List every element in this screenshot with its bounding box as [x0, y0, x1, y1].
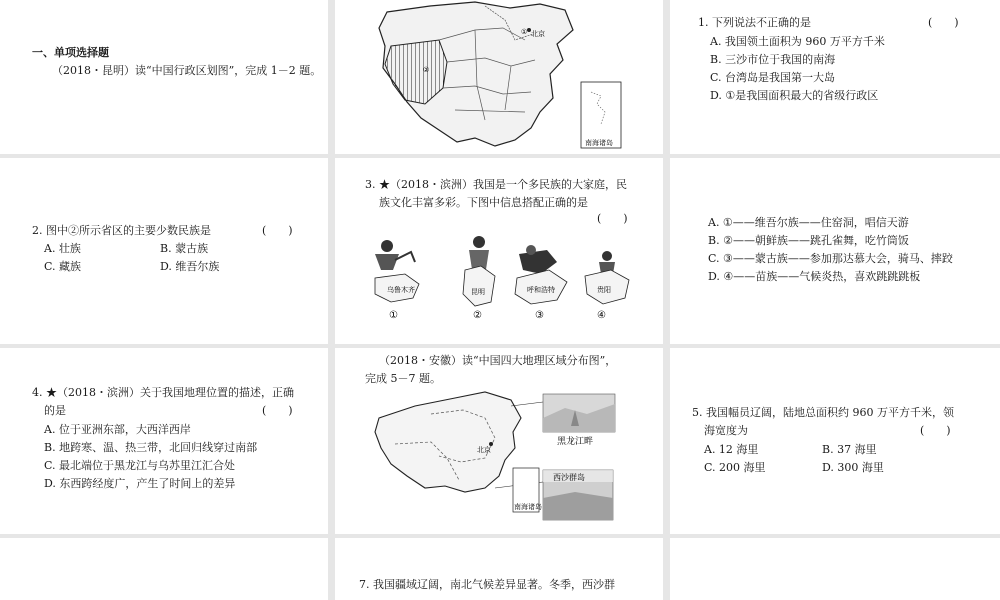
cell-section-intro — [0, 0, 328, 154]
cell-map-china-admin — [335, 0, 663, 154]
q1-option-a: A. 我国领土面积为 960 万平方千米 — [710, 35, 885, 48]
q3-answer-paren[interactable]: ( ) — [597, 212, 628, 225]
q5-option-b: B. 37 海里 — [822, 443, 877, 456]
map1-inset-label: 南海诸岛 — [585, 139, 613, 147]
q1-option-c: C. 台湾岛是我国第一大岛 — [710, 71, 836, 84]
section-title: 一、单项选择题 — [32, 46, 109, 59]
q5-option-d: D. 300 海里 — [822, 461, 884, 474]
q5-7-intro-line2: 完成 5－7 题。 — [365, 372, 441, 385]
q4-option-d: D. 东西跨经度广，产生了时间上的差异 — [44, 477, 236, 490]
q3-img1-num: ① — [389, 310, 398, 321]
map2-label-beijing: 北京 — [477, 446, 491, 454]
cell-row4-right — [670, 538, 1000, 600]
cell-question-5 — [670, 348, 1000, 534]
q5-7-intro-line1: （2018・安徽）读“中国四大地理区域分布图”， — [379, 354, 617, 367]
map1-label-2: ② — [423, 66, 430, 74]
photo2-caption: 西沙群岛 — [553, 473, 585, 482]
map1-label-beijing: 北京 — [531, 30, 545, 38]
section-intro: （2018・昆明）读“中国行政区划图”，完成 1－2 题。 — [52, 64, 322, 77]
q5-stem-line2: 海宽度为 — [704, 424, 748, 437]
q5-stem-line1: 5. 我国幅员辽阔，陆地总面积约 960 万平方千米，领 — [692, 406, 954, 419]
photo1-caption: 黑龙江畔 — [557, 437, 594, 447]
q3-stem-line1: 3. ★（2018・滨洲）我国是一个多民族的大家庭，民 — [365, 178, 627, 191]
ethnic-figures-row — [335, 158, 663, 344]
q2-option-d: D. 维吾尔族 — [160, 260, 220, 273]
cell-question-7 — [335, 538, 663, 600]
q3-img4-num: ④ — [597, 310, 606, 321]
china-regions-map — [335, 348, 663, 534]
cell-row4-left — [0, 538, 328, 600]
cell-question-2 — [0, 158, 328, 344]
q3-img2-num: ② — [473, 310, 482, 321]
cell-question-5-7-intro — [335, 348, 663, 534]
q2-option-a: A. 壮族 — [44, 242, 81, 255]
q3-img4-caption: 贵阳 — [597, 286, 611, 294]
q3-img3-caption: 呼和浩特 — [527, 286, 555, 294]
q7-stem-line1: 7. 我国疆域辽阔，南北气候差异显著。冬季，西沙群 — [359, 578, 615, 591]
map2-inset-label: 南海诸岛 — [514, 503, 542, 511]
q1-stem: 1. 下列说法不正确的是 — [698, 16, 811, 29]
q5-option-c: C. 200 海里 — [704, 461, 766, 474]
q2-answer-paren[interactable]: ( ) — [262, 224, 293, 237]
q4-stem-line1: 4. ★（2018・滨洲）关于我国地理位置的描述，正确 — [32, 386, 294, 399]
cell-question-3-options — [670, 158, 1000, 344]
q3-img1-caption: 乌鲁木齐 — [387, 286, 415, 294]
cell-question-4 — [0, 348, 328, 534]
q4-option-a: A. 位于亚洲东部，大西洋西岸 — [44, 423, 191, 436]
q3-stem-line2: 族文化丰富多彩。下图中信息搭配正确的是 — [379, 196, 588, 209]
q5-answer-paren[interactable]: ( ) — [920, 424, 951, 437]
china-admin-map — [335, 0, 663, 154]
q3-img3-num: ③ — [535, 310, 544, 321]
q4-answer-paren[interactable]: ( ) — [262, 404, 293, 417]
q3-img2-caption: 昆明 — [471, 288, 485, 296]
q1-option-d: D. ①是我国面积最大的省级行政区 — [710, 89, 879, 102]
map1-label-1: ① — [521, 28, 528, 36]
q2-option-c: C. 藏族 — [44, 260, 82, 273]
q3-option-b: B. ②——朝鲜族——跳孔雀舞，吃竹筒饭 — [708, 234, 909, 247]
q2-stem: 2. 图中②所示省区的主要少数民族是 — [32, 224, 211, 237]
q4-stem-line2: 的是 — [44, 404, 66, 417]
q1-option-b: B. 三沙市位于我国的南海 — [710, 53, 836, 66]
q5-option-a: A. 12 海里 — [704, 443, 759, 456]
q3-option-a: A. ①——维吾尔族——住窑洞，唱信天游 — [708, 216, 909, 229]
q3-option-d: D. ④——苗族——气候炎热，喜欢跳跳跳板 — [708, 270, 921, 283]
cell-question-1 — [670, 0, 1000, 154]
cell-question-3 — [335, 158, 663, 344]
q1-answer-paren[interactable]: ( ) — [928, 16, 959, 29]
q3-option-c: C. ③——蒙古族——参加那达慕大会，骑马、摔跤 — [708, 252, 953, 265]
q2-option-b: B. 蒙古族 — [160, 242, 209, 255]
q4-option-b: B. 地跨寒、温、热三带，北回归线穿过南部 — [44, 441, 258, 454]
q4-option-c: C. 最北端位于黑龙江与乌苏里江汇合处 — [44, 459, 236, 472]
